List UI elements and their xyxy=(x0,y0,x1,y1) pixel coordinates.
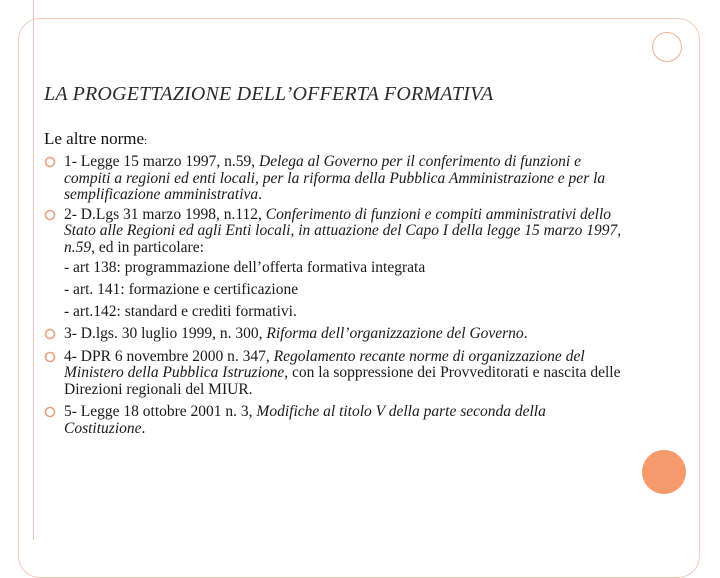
item-tail: con la soppressione dei Provveditorati e nascita delle Direzioni regionali del MIUR. xyxy=(64,364,621,398)
item-italic: Regolamento recante norme di organizzazione del Ministero della Pubblica Istruzione, xyxy=(64,347,585,381)
slide-subtitle xyxy=(44,129,147,149)
decorative-ring xyxy=(652,32,682,62)
decorative-dot xyxy=(642,450,686,494)
sub-item-art-141: - art. 141: formazione e certificazione xyxy=(64,281,299,298)
ring-bullet-icon xyxy=(44,406,56,418)
item-lead: 3- D.lgs. 30 luglio 1999, n. 300, xyxy=(64,325,267,342)
sub-item-art-138: - art 138: programmazione dell’offerta formativa integrata xyxy=(64,259,426,276)
subtitle-colon: : xyxy=(144,135,148,147)
norms-list xyxy=(44,154,624,440)
list-item xyxy=(44,349,624,399)
list-item xyxy=(44,404,624,437)
sub-item-art-142: - art.142: standard e crediti formativi. xyxy=(64,303,297,320)
item-lead: 5- Legge 18 ottobre 2001 n. 3, xyxy=(64,403,257,420)
item-lead: 2- D.Lgs 31 marzo 1998, n.112, xyxy=(64,205,266,223)
item-lead: 1- Legge 15 marzo 1997, n.59, xyxy=(64,153,259,170)
item-italic: Modifiche al titolo V della parte seconda della Costituzione xyxy=(64,403,546,437)
item-lead: 4- DPR 6 novembre 2000 n. 347, xyxy=(64,347,274,365)
ring-bullet-icon xyxy=(44,328,56,340)
ring-bullet-icon xyxy=(44,156,56,168)
list-item xyxy=(44,326,624,343)
item-tail: . xyxy=(258,186,263,203)
item-italic: Conferimento di funzioni e compiti amministrativi dello Stato alle Regioni ed agli Enti locali, in attuazione del Capo I della legge 15 marzo 1997, n.59 xyxy=(64,205,622,256)
item-tail: . xyxy=(141,419,146,437)
ring-bullet-icon xyxy=(44,351,56,363)
slide-title: LA PROGETTAZIONE DELL’OFFERTA FORMATIVA xyxy=(44,83,494,105)
frame-vertical-line xyxy=(33,0,34,540)
list-item xyxy=(44,154,624,204)
ring-bullet-icon xyxy=(44,209,56,221)
subtitle-text: Le altre norme xyxy=(44,129,145,148)
item-tail: . xyxy=(523,325,528,342)
list-item xyxy=(44,207,624,324)
item-italic: Delega al Governo per il conferimento di funzioni e compiti a regioni ed enti locali, per la riforma della Pubblica Amministrazione e per la semplificazione amministrativa xyxy=(64,153,606,203)
item-italic: Riforma dell’organizzazione del Governo xyxy=(266,325,524,342)
item-tail: , ed in particolare: xyxy=(91,238,204,256)
